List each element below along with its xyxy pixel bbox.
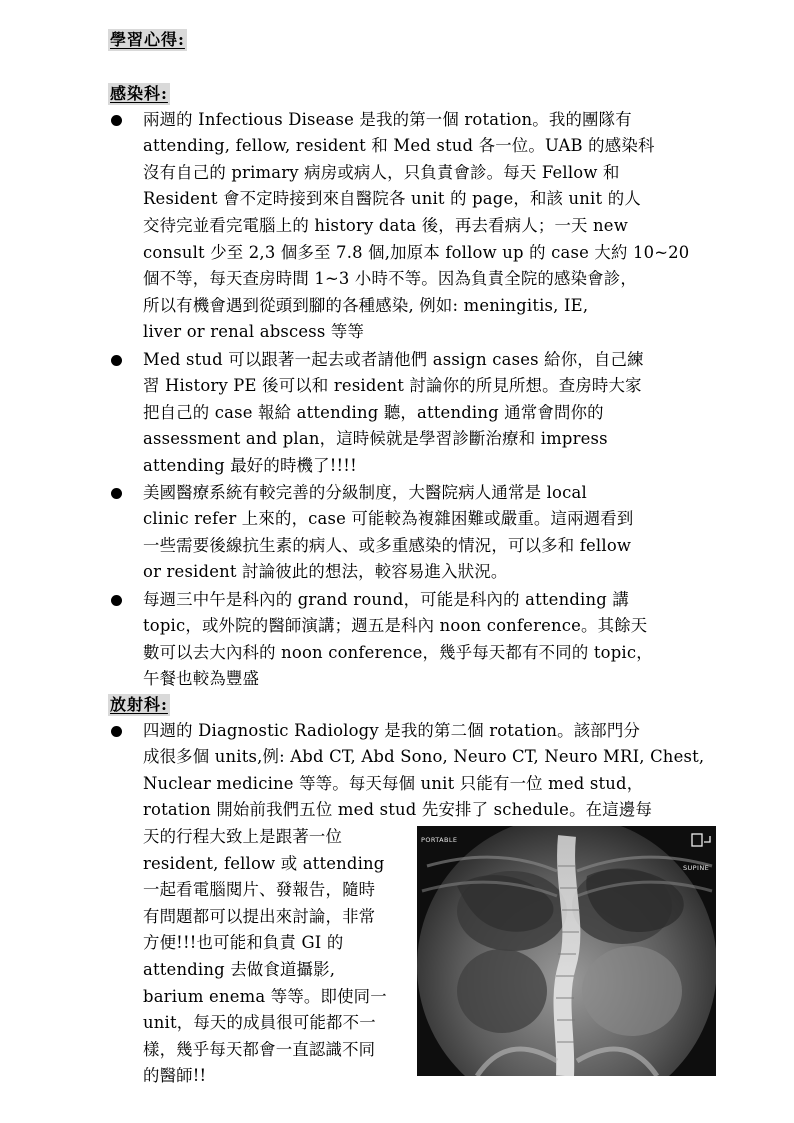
paragraph-line: liver or renal abscess 等等 xyxy=(143,322,365,342)
paragraph-line: 美國醫療系統有較完善的分級制度，大醫院病人通常是 local xyxy=(143,482,587,502)
paragraph-line: 個不等，每天查房時間 1~3 小時不等。因為負責全院的感染會診， xyxy=(143,269,637,289)
paragraph-line: Med stud 可以跟著一起去或者請他們 assign cases 給你，自己練 xyxy=(143,349,644,369)
paragraph-line: 把自己的 case 報給 attending 聽，attending 通常會問你的 xyxy=(143,402,604,422)
xray-graphic xyxy=(417,826,716,1076)
paragraph-line: clinic refer 上來的，case 可能較為複雜困難或嚴重。這兩週看到 xyxy=(143,509,634,529)
paragraph-line: 沒有自己的 primary 病房或病人，只負責會診。每天 Fellow 和 xyxy=(143,162,620,182)
paragraph-line: consult 少至 2,3 個多至 7.8 個,加原本 follow up 的 case 大約 10~20 xyxy=(143,242,690,262)
paragraph-line: or resident 討論彼此的想法，較容易進入狀況。 xyxy=(143,562,508,582)
paragraph-line: unit，每天的成員很可能都不一 xyxy=(143,1013,376,1033)
paragraph-line: 所以有機會遇到從頭到腳的各種感染, 例如: meningitis, IE, xyxy=(143,295,589,315)
section-heading: 感染科: xyxy=(110,84,168,103)
paragraph-line: 四週的 Diagnostic Radiology 是我的第二個 rotation。該部門分 xyxy=(143,720,641,740)
paragraph-line: 樣，幾乎每天都會一直認識不同 xyxy=(143,1039,376,1059)
paragraph-line: 數可以去大內科的 noon conference，幾乎每天都有不同的 topic， xyxy=(143,642,653,662)
paragraph-line: attending 最好的時機了!!!! xyxy=(143,455,357,475)
abdominal-xray-image xyxy=(417,826,716,1076)
paragraph-line: assessment and plan，這時候就是學習診斷治療和 impress xyxy=(143,429,608,449)
paragraph-line: 方便!!!也可能和負責 GI 的 xyxy=(143,933,344,953)
paragraph-line: barium enema 等等。即使同一 xyxy=(143,986,387,1006)
paragraph-line: attending, fellow, resident 和 Med stud 各一位。UAB 的感染科 xyxy=(143,136,655,156)
paragraph-line: 天的行程大致上是跟著一位 xyxy=(143,826,343,846)
bullet-icon xyxy=(111,595,122,606)
paragraph-line: Nuclear medicine 等等。每天每個 unit 只能有一位 med stud， xyxy=(143,773,644,793)
paragraph-line: 午餐也較為豐盛 xyxy=(143,669,260,689)
bullet-icon xyxy=(111,355,122,366)
paragraph-line: rotation 開始前我們五位 med stud 先安排了 schedule。在這邊每 xyxy=(143,800,653,820)
paragraph-line: 兩週的 Infectious Disease 是我的第一個 rotation。我的團隊有 xyxy=(143,109,632,129)
paragraph-line: 成很多個 units,例: Abd CT, Abd Sono, Neuro CT, Neuro MRI, Chest, xyxy=(143,747,705,767)
paragraph-line: 每週三中午是科內的 grand round，可能是科內的 attending 講 xyxy=(143,589,629,609)
page-title: 學習心得: xyxy=(110,30,185,49)
paragraph-line: 有問題都可以提出來討論，非常 xyxy=(143,906,376,926)
paragraph-line: 一起看電腦閱片、發報告，隨時 xyxy=(143,880,376,900)
paragraph-line: topic，或外院的醫師演講；週五是科內 noon conference。其餘天 xyxy=(143,616,648,636)
paragraph-line: resident, fellow 或 attending xyxy=(143,853,385,873)
bullet-icon xyxy=(111,115,122,126)
section-heading: 放射科: xyxy=(110,695,168,714)
xray-supine-label: SUPINE xyxy=(683,864,710,872)
paragraph-line: 一些需要後線抗生素的病人、或多重感染的情況，可以多和 fellow xyxy=(143,535,632,555)
paragraph-line: Resident 會不定時接到來自醫院各 unit 的 page，和該 unit 的人 xyxy=(143,189,641,209)
paragraph-line: 的醫師!! xyxy=(143,1066,207,1086)
paragraph-line: 交待完並看完電腦上的 history data 後，再去看病人；一天 new xyxy=(143,215,628,235)
bullet-icon xyxy=(111,488,122,499)
xray-portable-label: PORTABLE xyxy=(421,836,458,844)
paragraph-line: attending 去做食道攝影, xyxy=(143,959,336,979)
bullet-icon xyxy=(111,726,122,737)
paragraph-line: 習 History PE 後可以和 resident 討論你的所見所想。查房時大家 xyxy=(143,376,642,396)
